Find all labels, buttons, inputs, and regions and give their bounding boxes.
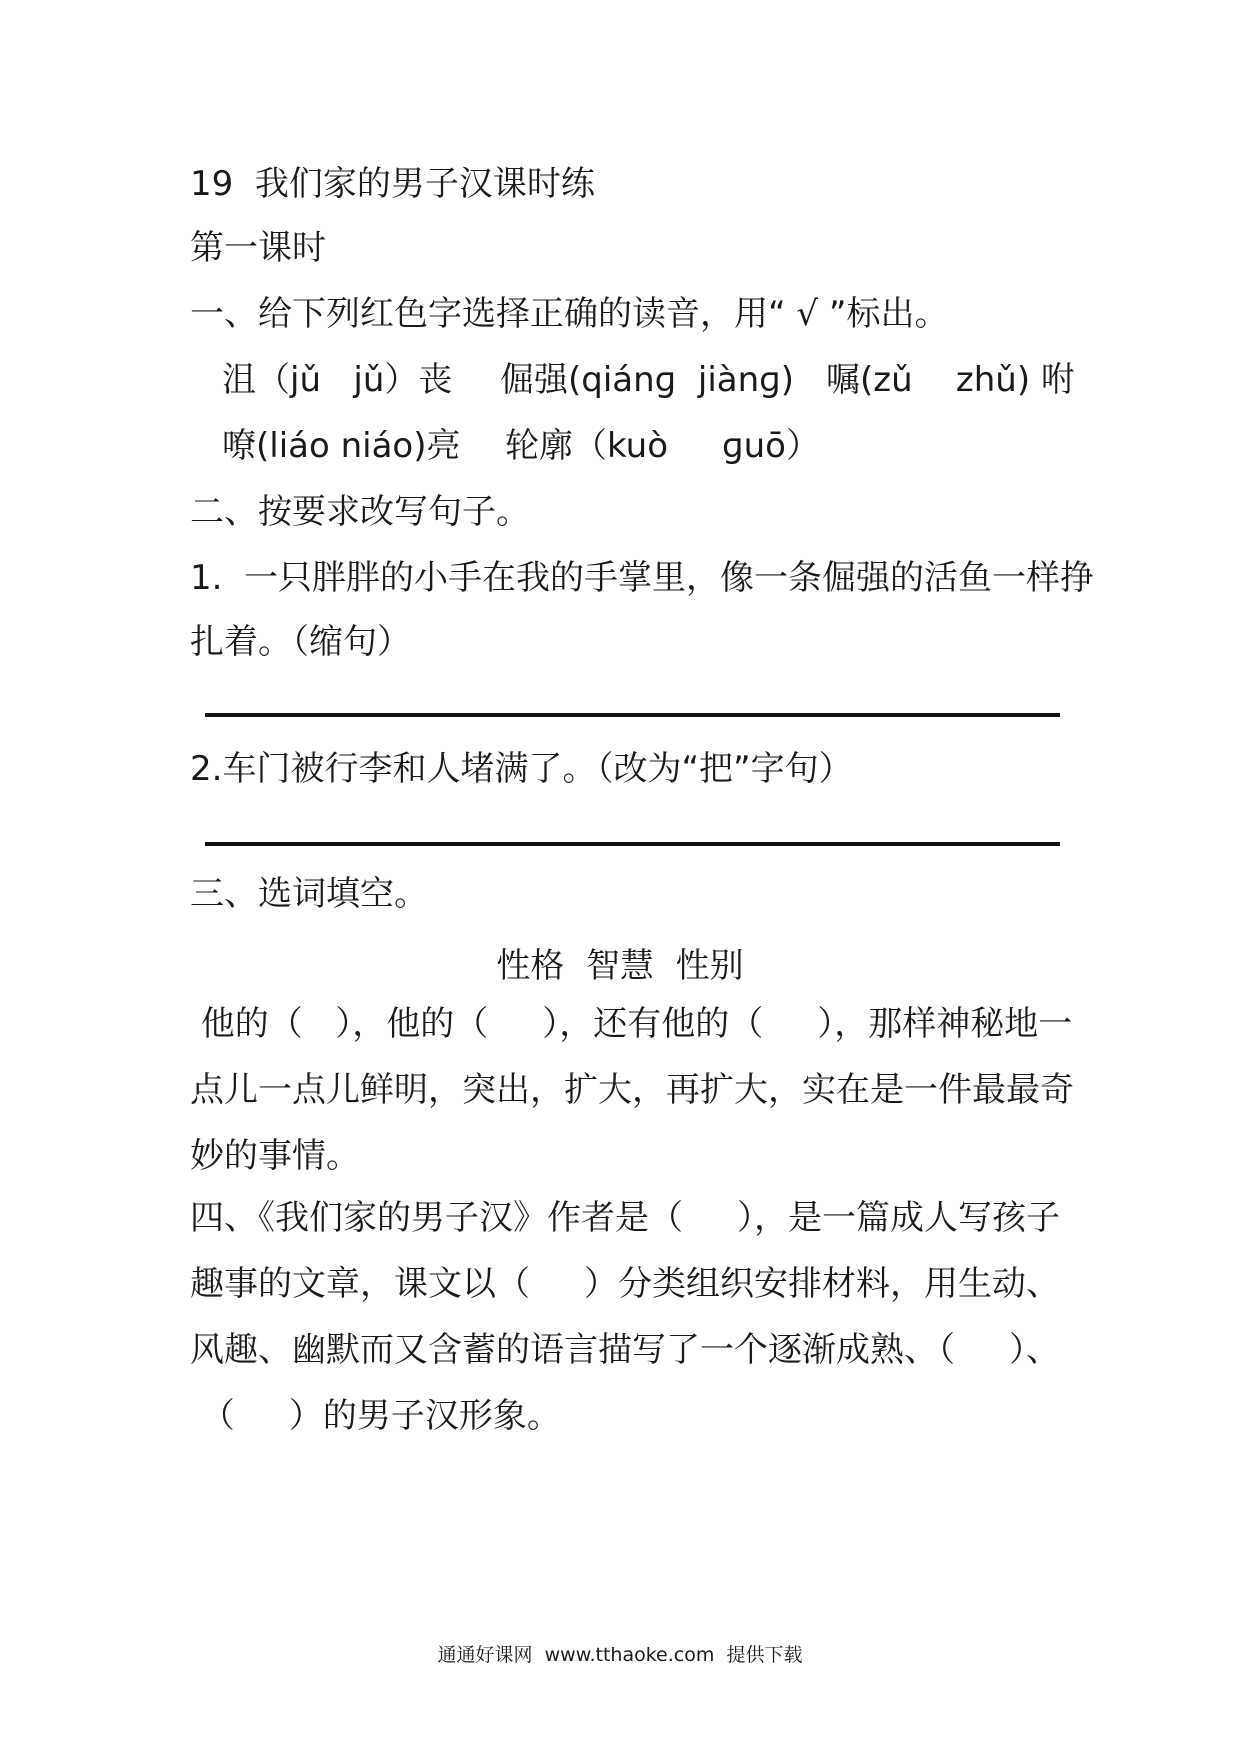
q2-item1-line1: 1. 一只胖胖的小手在我的手掌里，像一条倔强的活鱼一样挣 <box>190 558 1095 598</box>
answer-line-2[interactable] <box>205 842 1060 846</box>
q4-line1: 四、《我们家的男子汉》作者是（ ），是一篇成人写孩子 <box>190 1198 1061 1238</box>
q1-item-jusang: 沮（jǔ jǔ）丧 <box>222 360 453 400</box>
q3-line2: 点儿一点儿鲜明，突出，扩大，再扩大，实在是一件最最奇 <box>190 1070 1074 1110</box>
q1-item-lunkuo: 轮廓（kuò ɡuō） <box>505 426 820 466</box>
page-title: 19 我们家的男子汉课时练 <box>190 164 595 204</box>
q2-heading: 二、按要求改写句子。 <box>190 492 530 532</box>
q1-heading: 一、给下列红色字选择正确的读音，用“ √ ”标出。 <box>190 294 949 334</box>
q4-line2: 趣事的文章，课文以（ ）分类组织安排材料，用生动、 <box>190 1264 1061 1304</box>
q3-line1: 他的（ ），他的（ ），还有他的（ ），那样神秘地一 <box>190 1004 1073 1044</box>
q1-item-liaoliang: 嘹(liáo niáo)亮 <box>222 426 461 466</box>
q3-line3: 妙的事情。 <box>190 1136 360 1176</box>
q3-heading: 三、选词填空。 <box>190 874 428 914</box>
q2-item2: 2.车门被行李和人堵满了。（改为“把”字句） <box>190 749 853 789</box>
q1-item-juejiang: 倔强(qiánɡ jiànɡ) <box>500 360 794 400</box>
lesson-label: 第一课时 <box>190 228 326 268</box>
q4-line4: （ ）的男子汉形象。 <box>190 1396 561 1436</box>
q3-word-bank: 性格 智慧 性别 <box>496 946 744 986</box>
answer-line-1[interactable] <box>205 713 1060 717</box>
q2-item1-line2: 扎着。（缩句） <box>190 622 411 662</box>
footer-credit: 通通好课网 www.tthaoke.com 提供下载 <box>437 1644 803 1666</box>
q4-line3: 风趣、幽默而又含蓄的语言描写了一个逐渐成熟、（ ）、 <box>190 1330 1061 1370</box>
q1-item-zhufu: 嘱(zǔ zhǔ) 咐 <box>826 360 1075 400</box>
